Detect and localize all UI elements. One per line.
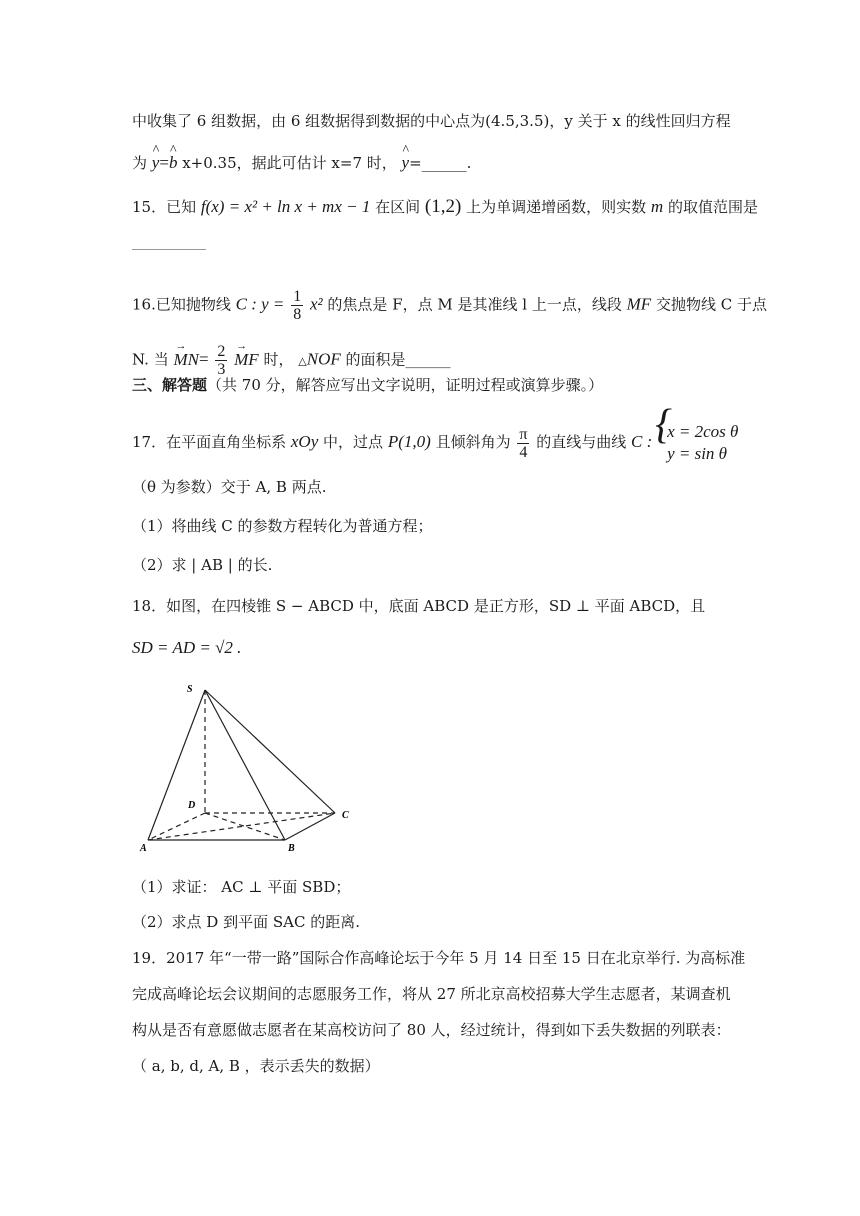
label-b: B <box>288 843 295 854</box>
p19-line4: （ a, b, d, A, B ，表示丢失的数据） <box>132 1057 380 1075</box>
p17-q1: （1）将曲线 C 的参数方程转化为普通方程； <box>132 517 433 535</box>
p17-line1: 17．在平面直角坐标系 xOy 中，过点 P(1,0) 且倾斜角为 $\frac{\pi}{4}$ 的直线与曲线 C : { x = 2cos θ y = sin θ <box>132 421 738 465</box>
p15-line1: 15．已知 f(x) = x² + ln x + mx − 1 在区间 (1,2) 上为单调递增函数，则实数 m 的取值范围是 <box>132 196 758 217</box>
p14-line2: 为 ^ y=^ b x+0.35，据此可估计 x=7 时， ^ y=______. <box>132 153 471 173</box>
parametric-system: { x = 2cos θ y = sin θ <box>657 421 738 465</box>
p18-line1: 18．如图，在四棱锥 S − ABCD 中，底面 ABCD 是正方形，SD ⊥ 平面 ABCD，且 <box>132 597 706 615</box>
p17-q2: （2）求 | AB | 的长. <box>132 556 273 574</box>
p19-line3: 构从是否有意愿做志愿者在某高校访问了 80 人，经过统计，得到如下丢失数据的列联表： <box>132 1021 731 1039</box>
section-heading: 三、解答题（共 70 分，解答应写出文字说明，证明过程或演算步骤。） <box>132 376 604 394</box>
p19-line1: 19．2017 年“一带一路”国际合作高峰论坛于今年 5 月 14 日至 15 日在北京举行. 为高标准 <box>132 949 746 967</box>
p16-line1: 16.已知抛物线 C : y = $\frac{1}{8}$ x² 的焦点是 F，点 M 是其准线 l 上一点，线段 MF 交抛物线 C 于点 <box>132 288 767 323</box>
p14-line1: 中收集了 6 组数据，由 6 组数据得到数据的中心点为(4.5,3.5)，y 关于 x 的线性回归方程 <box>132 112 731 130</box>
label-c: C <box>342 810 349 821</box>
label-s: S <box>187 684 193 695</box>
p19-line2: 完成高峰论坛会议期间的志愿服务工作，将从 27 所北京高校招募大学生志愿者，某调查机 <box>132 985 731 1003</box>
b-hat: ^ b <box>169 153 178 173</box>
y-hat: ^ y <box>152 153 160 173</box>
p18-q2: （2）求点 D 到平面 SAC 的距离. <box>132 913 360 931</box>
label-d: D <box>188 800 196 811</box>
label-a: A <box>140 843 147 854</box>
pyramid-figure <box>130 680 370 860</box>
p15-answer-blank <box>132 249 206 250</box>
p18-line2: SD = AD = √2 . <box>132 638 242 657</box>
p16-line2: N. 当 → MN= $\frac{2}{3}$ → MF 时， △NOF 的面积是______ <box>132 343 451 378</box>
p18-q1: （1）求证： AC ⊥ 平面 SBD； <box>132 878 351 896</box>
p17-line2: （θ 为参数）交于 A, B 两点. <box>132 478 327 496</box>
